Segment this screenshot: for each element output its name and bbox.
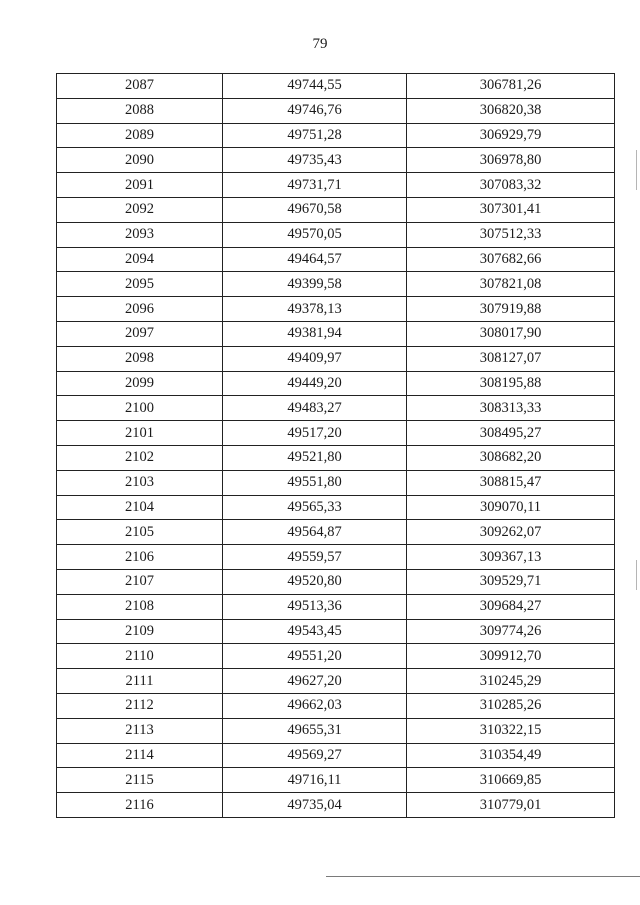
table-row: [57, 470, 615, 495]
y-coordinate-cell: 307301,41: [407, 197, 615, 222]
table-row: [57, 98, 615, 123]
x-coordinate-cell: 49751,28: [223, 123, 407, 148]
y-coordinate-cell: 309684,27: [407, 594, 615, 619]
table-row: [57, 718, 615, 743]
x-coordinate-cell: 49731,71: [223, 173, 407, 198]
y-coordinate-cell: 307512,33: [407, 222, 615, 247]
point-number-cell: 2089: [57, 123, 223, 148]
table-row: [57, 520, 615, 545]
point-number-cell: 2087: [57, 74, 223, 99]
x-coordinate-cell: 49564,87: [223, 520, 407, 545]
table-row: [57, 297, 615, 322]
point-number-cell: 2101: [57, 421, 223, 446]
y-coordinate-cell: 310354,49: [407, 743, 615, 768]
point-number-cell: 2100: [57, 396, 223, 421]
x-coordinate-cell: 49517,20: [223, 421, 407, 446]
table-row: [57, 346, 615, 371]
y-coordinate-cell: 309262,07: [407, 520, 615, 545]
x-coordinate-cell: 49399,58: [223, 272, 407, 297]
y-coordinate-cell: 310669,85: [407, 768, 615, 793]
table-row: [57, 371, 615, 396]
y-coordinate-cell: 308195,88: [407, 371, 615, 396]
y-coordinate-cell: 309912,70: [407, 644, 615, 669]
x-coordinate-cell: 49569,27: [223, 743, 407, 768]
y-coordinate-cell: 306820,38: [407, 98, 615, 123]
table-row: [57, 247, 615, 272]
point-number-cell: 2104: [57, 495, 223, 520]
y-coordinate-cell: 308127,07: [407, 346, 615, 371]
x-coordinate-cell: 49409,97: [223, 346, 407, 371]
x-coordinate-cell: 49627,20: [223, 669, 407, 694]
y-coordinate-cell: 310285,26: [407, 693, 615, 718]
point-number-cell: 2096: [57, 297, 223, 322]
point-number-cell: 2093: [57, 222, 223, 247]
point-number-cell: 2097: [57, 321, 223, 346]
y-coordinate-cell: 307919,88: [407, 297, 615, 322]
y-coordinate-cell: 309774,26: [407, 619, 615, 644]
table-row: [57, 421, 615, 446]
x-coordinate-cell: 49565,33: [223, 495, 407, 520]
y-coordinate-cell: 308682,20: [407, 445, 615, 470]
point-number-cell: 2113: [57, 718, 223, 743]
point-number-cell: 2103: [57, 470, 223, 495]
point-number-cell: 2102: [57, 445, 223, 470]
y-coordinate-cell: 308313,33: [407, 396, 615, 421]
x-coordinate-cell: 49655,31: [223, 718, 407, 743]
y-coordinate-cell: 307821,08: [407, 272, 615, 297]
table-row: [57, 197, 615, 222]
y-coordinate-cell: 308815,47: [407, 470, 615, 495]
x-coordinate-cell: 49670,58: [223, 197, 407, 222]
point-number-cell: 2099: [57, 371, 223, 396]
point-number-cell: 2098: [57, 346, 223, 371]
table-row: [57, 123, 615, 148]
point-number-cell: 2107: [57, 569, 223, 594]
scan-edge-line: [326, 876, 640, 877]
point-number-cell: 2094: [57, 247, 223, 272]
x-coordinate-cell: 49543,45: [223, 619, 407, 644]
point-number-cell: 2106: [57, 545, 223, 570]
table-row: [57, 445, 615, 470]
x-coordinate-cell: 49483,27: [223, 396, 407, 421]
table-row: [57, 74, 615, 99]
point-number-cell: 2110: [57, 644, 223, 669]
scan-edge-mark: [636, 150, 637, 190]
x-coordinate-cell: 49735,43: [223, 148, 407, 173]
point-number-cell: 2116: [57, 793, 223, 818]
table-row: [57, 669, 615, 694]
y-coordinate-cell: 309367,13: [407, 545, 615, 570]
point-number-cell: 2115: [57, 768, 223, 793]
table-row: [57, 321, 615, 346]
x-coordinate-cell: 49521,80: [223, 445, 407, 470]
table-row: [57, 693, 615, 718]
x-coordinate-cell: 49378,13: [223, 297, 407, 322]
y-coordinate-cell: 309529,71: [407, 569, 615, 594]
point-number-cell: 2092: [57, 197, 223, 222]
x-coordinate-cell: 49449,20: [223, 371, 407, 396]
y-coordinate-cell: 307682,66: [407, 247, 615, 272]
table-row: [57, 569, 615, 594]
table-row: [57, 148, 615, 173]
table-row: [57, 495, 615, 520]
point-number-cell: 2112: [57, 693, 223, 718]
point-number-cell: 2109: [57, 619, 223, 644]
point-number-cell: 2091: [57, 173, 223, 198]
x-coordinate-cell: 49381,94: [223, 321, 407, 346]
y-coordinate-cell: 306781,26: [407, 74, 615, 99]
scan-edge-mark: [636, 560, 637, 590]
x-coordinate-cell: 49746,76: [223, 98, 407, 123]
y-coordinate-cell: 308017,90: [407, 321, 615, 346]
table-row: [57, 644, 615, 669]
y-coordinate-cell: 310245,29: [407, 669, 615, 694]
x-coordinate-cell: 49716,11: [223, 768, 407, 793]
point-number-cell: 2105: [57, 520, 223, 545]
x-coordinate-cell: 49551,20: [223, 644, 407, 669]
table-row: [57, 768, 615, 793]
table-row: [57, 272, 615, 297]
table-row: [57, 594, 615, 619]
y-coordinate-cell: 309070,11: [407, 495, 615, 520]
point-number-cell: 2114: [57, 743, 223, 768]
coordinates-table: [56, 73, 615, 818]
y-coordinate-cell: 308495,27: [407, 421, 615, 446]
point-number-cell: 2108: [57, 594, 223, 619]
point-number-cell: 2090: [57, 148, 223, 173]
point-number-cell: 2095: [57, 272, 223, 297]
x-coordinate-cell: 49464,57: [223, 247, 407, 272]
y-coordinate-cell: 310779,01: [407, 793, 615, 818]
table-row: [57, 545, 615, 570]
table-row: [57, 793, 615, 818]
table-row: [57, 619, 615, 644]
point-number-cell: 2111: [57, 669, 223, 694]
x-coordinate-cell: 49513,36: [223, 594, 407, 619]
x-coordinate-cell: 49662,03: [223, 693, 407, 718]
x-coordinate-cell: 49744,55: [223, 74, 407, 99]
x-coordinate-cell: 49570,05: [223, 222, 407, 247]
table-row: [57, 173, 615, 198]
x-coordinate-cell: 49735,04: [223, 793, 407, 818]
x-coordinate-cell: 49559,57: [223, 545, 407, 570]
x-coordinate-cell: 49551,80: [223, 470, 407, 495]
y-coordinate-cell: 306978,80: [407, 148, 615, 173]
table-row: [57, 743, 615, 768]
y-coordinate-cell: 310322,15: [407, 718, 615, 743]
y-coordinate-cell: 307083,32: [407, 173, 615, 198]
y-coordinate-cell: 306929,79: [407, 123, 615, 148]
page-number: 79: [312, 36, 328, 52]
table-body: [57, 74, 615, 818]
x-coordinate-cell: 49520,80: [223, 569, 407, 594]
table-row: [57, 222, 615, 247]
table-row: [57, 396, 615, 421]
point-number-cell: 2088: [57, 98, 223, 123]
